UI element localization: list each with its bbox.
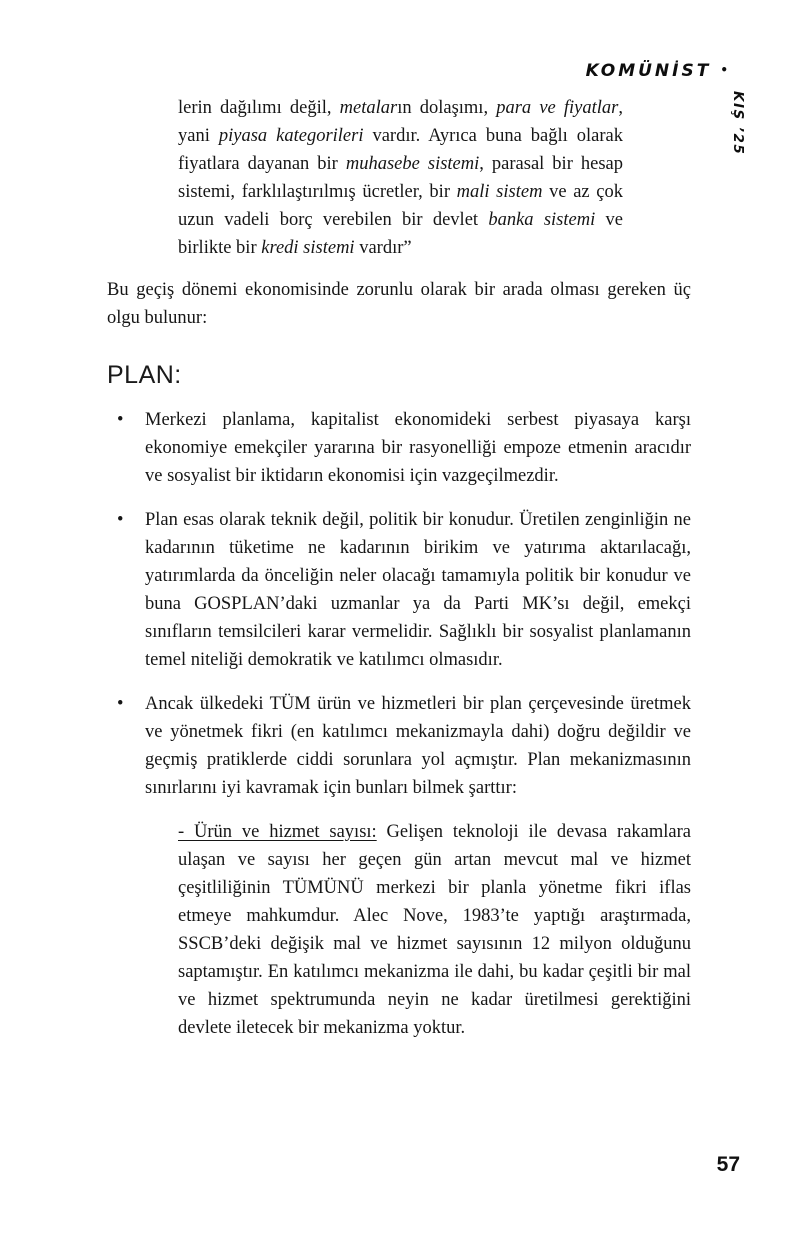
intro-paragraph: Bu geçiş dönemi ekonomisinde zorunlu olarak bir arada olması gereken üç olgu bulunur: (107, 280, 691, 328)
sub-paragraph-product-count: - Ürün ve hizmet sayısı: Gelişen teknoloji ile devasa rakamlara ulaşan ve sayısı her geçen gün artan mevcut mal ve hizmet çeşitliliğinin TÜMÜNÜ merkezi bir planla yönetme fikri iflas etmeye mahkumdur. Alec Nove, 1983’te yaptığı araştırmada, SSCB’deki değişik mal ve hizmet sayısının 12 milyon olduğunu saptamıştır. En katılımcı mekanizma ile dahi, bu kadar çeşitli bir mal ve hizmet spektrumunda neyin ne kadar üretilmesi gerektiğini devlete iletecek bir mekanizma yoktur. (178, 822, 692, 1038)
masthead-bullet-icon: • (720, 63, 728, 77)
quote-block: lerin dağılımı değil, metaların dolaşımı, para ve fiyatlar, yani piyasa kategorileri vardır. Ayrıca buna bağlı olarak fiyatlara dayanan bir muhasebe sistemi, parasal bir hesap sistemi, farklılaştırılmış ücretler, bir mali sistem ve az çok uzun vadeli borç verebilen bir devlet banka sistemi ve birlikte bir kredi sistemi vardır” (178, 98, 624, 258)
bullet-marker: • (117, 510, 124, 530)
bullet-marker: • (117, 410, 124, 430)
page-header (586, 57, 728, 85)
magazine-title: KOMÜNİST (585, 61, 712, 81)
edition-label: KIŞ ’25 (730, 91, 746, 156)
page-content (107, 94, 691, 1042)
plan-bullet-list (107, 406, 691, 802)
plan-bullet-item-3 (107, 690, 691, 802)
bullet-marker: • (117, 694, 124, 714)
bullet-text: Ancak ülkedeki TÜM ürün ve hizmetleri bir plan çerçevesinde üretmek ve yönetmek fikri (en katılımcı mekanizmayla dahi) doğru değildir ve geçmiş pratiklerde ciddi sorunlara yol açmıştır. Plan mekanizmasının sınırlarını iyi kavramak için bunları bilmek şarttır: (145, 694, 691, 798)
section-heading: PLAN: (107, 361, 182, 389)
plan-bullet-item-1 (107, 406, 691, 490)
plan-bullet-item-2 (107, 506, 691, 674)
bullet-text: Merkezi planlama, kapitalist ekonomideki serbest piyasaya karşı ekonomiye emekçiler yararına bir rasyonelliği empoze etmenin aracıdır ve sosyalist bir iktidarın ekonomisi için vazgeçilmezdir. (145, 410, 691, 486)
bullet-text: Plan esas olarak teknik değil, politik bir konudur. Üretilen zenginliğin ne kadarının tüketime ne kadarının birikim ve yatırıma aktarılacağı, yatırımlarda da önceliğin neler olacağı tamamıyla politik bir konudur ve buna GOSPLAN’daki uzmanlar ya da Parti MK’sı değil, emekçi sınıfların temsilcileri karar vermelidir. Sağlıklı bir sosyalist planlamanın temel niteliği demokratik ve katılımcı olmasıdır. (145, 510, 691, 670)
page-number: 57 (716, 1153, 740, 1176)
